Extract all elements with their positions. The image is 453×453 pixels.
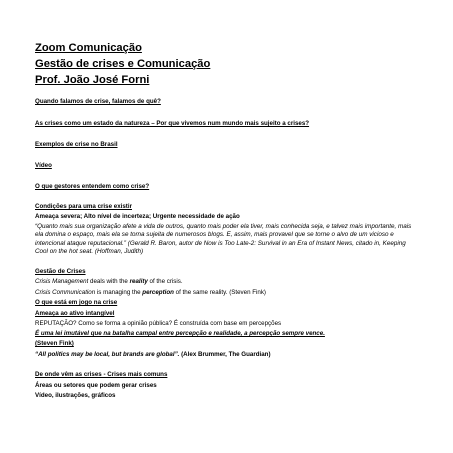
text: is managing the (95, 289, 143, 296)
crisis-communication-line (35, 289, 266, 297)
text: of the crisis. (147, 278, 183, 285)
emphasis: perception (142, 289, 174, 296)
section-heading: Exemplos de crise no Brasil (35, 141, 118, 148)
crises-origin-heading: De onde vêm as crises - Crises mais comuns (35, 371, 168, 378)
reputacao-line: REPUTAÇÃO? Como se forma a opinião pública? É construída com base em percepções (35, 320, 282, 327)
section-heading: Vídeo (35, 162, 52, 169)
crisis-management-line (35, 278, 183, 286)
imutavel-line: É uma lei imutável que na batalha campal entre percepção e realidade, a percepção sempre vence. (35, 330, 325, 337)
section-heading: Quando falamos de crise, falamos de quê? (35, 98, 161, 105)
baron-quote: “Quanto mais sua organização afete a vida de outros, quanto mais poder ela tiver, mais conhecida seja, e talvez mais importante, mais ela domina o espaço, mais ela se torna sujeita de numerosos blogs. E, assim, mais provavel que se torne o alvo de um vicioso e intencional ataque reputacional.” (Gerald R. Baron, autor de Now is Too Late-2: Survival in an Era of Instant News, citado in, Keeping Cool on the hot seat. (Hoffman, Judith) (35, 223, 412, 255)
politics-line (35, 351, 271, 359)
text: of the same reality. (Steven Fink) (173, 289, 266, 296)
section-heading: As crises como um estado da natureza – Por que vivemos num mundo mais sujeito a crises? (35, 120, 310, 127)
emphasis: reality (129, 278, 148, 285)
areas-line: Áreas ou setores que podem gerar crises (35, 382, 157, 389)
politics-source: (Alex Brummer, The Guardian) (179, 351, 271, 358)
header-subtitle: Gestão de crises e Comunicação (35, 58, 211, 70)
gestao-title: Gestão de Crises (35, 268, 86, 275)
section-heading: O que gestores entendem como crise? (35, 183, 150, 190)
threat-line: Ameaça ao ativo intangível (35, 310, 115, 317)
term: Crisis Management (35, 278, 89, 285)
risco-title: O que está em jogo na crise (35, 299, 118, 306)
politics-quote: “All politics may be local, but brands are global”. (35, 351, 180, 358)
text: deals with the (88, 278, 130, 285)
conditions-list: Ameaça severa; Alto nível de incerteza; Urgente necessidade de ação (35, 213, 240, 220)
header-professor: Prof. João José Forni (35, 74, 150, 86)
videos-line: Vídeo, ilustrações, gráficos (35, 392, 116, 399)
section-heading: Condições para uma crise existir (35, 203, 132, 210)
header-title: Zoom Comunicação (35, 42, 142, 54)
fink-line: (Steven Fink) (35, 340, 74, 347)
term: Crisis Communication (35, 289, 96, 296)
